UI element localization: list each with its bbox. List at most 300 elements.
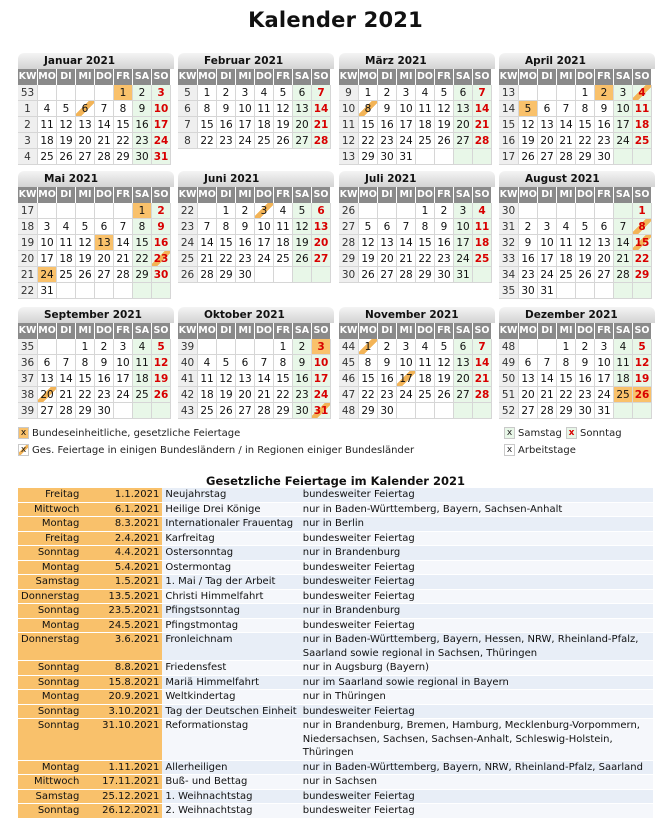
holiday-region: nur in Baden-Württemberg, Bayern, NRW, Rheinland-Pfalz, Saarland — [300, 760, 653, 775]
week-number: 47 — [339, 387, 359, 403]
weekday-header: SO — [152, 323, 171, 339]
day-cell: 11 — [557, 235, 576, 251]
day-cell: 3 — [397, 85, 416, 101]
day-cell: 13 — [538, 117, 557, 133]
day-cell: 14 — [198, 235, 217, 251]
day-cell: 15 — [416, 235, 435, 251]
month-grid — [339, 69, 495, 165]
day-cell: 11 — [38, 117, 57, 133]
holiday-row — [18, 546, 653, 561]
day-cell: 22 — [217, 251, 236, 267]
day-cell: 12 — [217, 371, 236, 387]
day-cell: 19 — [435, 117, 454, 133]
month-grid — [499, 69, 655, 165]
week-number: 3 — [18, 133, 38, 149]
weekday-header: DO — [95, 69, 114, 85]
day-cell: 29 — [576, 149, 595, 165]
holiday-weekday: Sonntag — [18, 661, 82, 676]
day-cell — [614, 203, 633, 219]
page-title: Kalender 2021 — [248, 8, 423, 32]
week-number: 16 — [499, 133, 519, 149]
month-grid — [18, 323, 174, 419]
day-cell: 28 — [538, 403, 557, 419]
week-number: 33 — [499, 251, 519, 267]
day-cell: 17 — [255, 235, 274, 251]
holiday-name: Pfingstmontag — [162, 618, 299, 633]
day-cell: 30 — [519, 283, 538, 299]
month-title: November 2021 — [339, 307, 495, 323]
weekday-header: SA — [454, 187, 473, 203]
holiday-region: nur im Saarland sowie regional in Bayern — [300, 675, 653, 690]
day-cell: 26 — [274, 133, 293, 149]
day-cell: 5 — [76, 219, 95, 235]
day-cell: 4 — [614, 339, 633, 355]
day-cell — [378, 203, 397, 219]
holiday-date: 3.10.2021 — [82, 704, 162, 719]
day-cell: 5 — [152, 339, 171, 355]
weekday-header: MI — [397, 323, 416, 339]
day-cell: 7 — [473, 339, 492, 355]
day-cell: 17 — [38, 251, 57, 267]
holiday-weekday: Sonntag — [18, 804, 82, 819]
day-cell: 10 — [312, 355, 331, 371]
day-cell: 30 — [595, 149, 614, 165]
day-cell: 4 — [38, 101, 57, 117]
holiday-region: bundesweiter Feiertag — [300, 804, 653, 819]
month-title: September 2021 — [18, 307, 174, 323]
month-grid — [178, 69, 334, 149]
day-cell: 20 — [538, 133, 557, 149]
holiday-name: Allerheiligen — [162, 760, 299, 775]
day-cell: 22 — [114, 133, 133, 149]
day-cell: 20 — [519, 387, 538, 403]
legend-saturday-label: Samstag — [518, 428, 562, 439]
day-cell — [274, 267, 293, 283]
week-number: 46 — [339, 371, 359, 387]
month-title: Januar 2021 — [18, 53, 174, 69]
day-cell: 15 — [576, 117, 595, 133]
day-cell: 8 — [359, 355, 378, 371]
holiday-date: 2.4.2021 — [82, 531, 162, 546]
weekday-header: KW — [178, 69, 198, 85]
day-cell: 25 — [416, 387, 435, 403]
weekday-header: DO — [416, 323, 435, 339]
weekday-header: DO — [576, 323, 595, 339]
month-grid — [499, 187, 655, 299]
month-title: Juni 2021 — [178, 171, 334, 187]
day-cell: 7 — [312, 85, 331, 101]
holiday-region: nur in Berlin — [300, 517, 653, 532]
week-number: 53 — [18, 85, 38, 101]
day-cell: 14 — [397, 235, 416, 251]
holiday-weekday: Freitag — [18, 531, 82, 546]
weekday-header: DI — [378, 187, 397, 203]
month-title: Dezember 2021 — [499, 307, 655, 323]
day-cell: 16 — [236, 235, 255, 251]
day-cell: 22 — [198, 133, 217, 149]
day-cell: 5 — [359, 219, 378, 235]
week-number: 13 — [339, 149, 359, 165]
month-7 — [499, 171, 655, 299]
day-cell: 16 — [519, 251, 538, 267]
week-number: 19 — [18, 235, 38, 251]
week-number: 45 — [339, 355, 359, 371]
day-cell: 18 — [274, 235, 293, 251]
day-cell: 23 — [576, 387, 595, 403]
day-cell: 10 — [38, 235, 57, 251]
legend-national-label: Bundeseinheitliche, gesetzliche Feiertage — [32, 428, 241, 439]
holiday-date: 3.6.2021 — [82, 633, 162, 661]
day-cell: 13 — [38, 371, 57, 387]
weekday-header: MO — [38, 69, 57, 85]
day-cell: 25 — [38, 149, 57, 165]
legend-saturday — [504, 426, 562, 442]
day-cell — [454, 403, 473, 419]
day-cell: 4 — [416, 85, 435, 101]
day-cell: 17 — [152, 117, 171, 133]
day-cell — [538, 203, 557, 219]
day-cell: 13 — [95, 235, 114, 251]
day-cell — [95, 283, 114, 299]
week-number: 18 — [18, 219, 38, 235]
week-number: 41 — [178, 371, 198, 387]
holiday-weekday: Sonntag — [18, 675, 82, 690]
day-cell — [293, 267, 312, 283]
day-cell: 8 — [576, 101, 595, 117]
day-cell: 5 — [633, 339, 652, 355]
day-cell — [473, 403, 492, 419]
day-cell: 27 — [454, 133, 473, 149]
holiday-row — [18, 560, 653, 575]
legend-sunday — [566, 426, 622, 442]
month-grid — [178, 187, 334, 283]
day-cell: 13 — [595, 235, 614, 251]
day-cell: 7 — [538, 355, 557, 371]
weekday-header: SO — [312, 323, 331, 339]
day-cell: 7 — [614, 219, 633, 235]
holiday-date: 20.9.2021 — [82, 690, 162, 705]
day-cell: 21 — [473, 117, 492, 133]
day-cell: 3 — [454, 203, 473, 219]
weekday-header: SA — [293, 323, 312, 339]
day-cell — [57, 203, 76, 219]
day-cell: 8 — [359, 101, 378, 117]
month-8 — [18, 307, 174, 419]
day-cell — [57, 339, 76, 355]
weekday-header: FR — [114, 69, 133, 85]
holiday-date: 8.3.2021 — [82, 517, 162, 532]
day-cell — [576, 203, 595, 219]
day-cell: 14 — [557, 117, 576, 133]
holiday-region: bundesweiter Feiertag — [300, 618, 653, 633]
day-cell: 30 — [152, 267, 171, 283]
weekday-header: SA — [454, 323, 473, 339]
day-cell: 20 — [595, 251, 614, 267]
day-cell: 19 — [576, 251, 595, 267]
weekday-header: SO — [473, 187, 492, 203]
day-cell: 4 — [57, 219, 76, 235]
day-cell: 19 — [152, 371, 171, 387]
day-cell: 24 — [38, 267, 57, 283]
week-number: 38 — [18, 387, 38, 403]
day-cell: 12 — [274, 101, 293, 117]
day-cell: 2 — [435, 203, 454, 219]
week-number: 51 — [499, 387, 519, 403]
day-cell — [397, 403, 416, 419]
weekday-header: MO — [38, 187, 57, 203]
day-cell: 9 — [152, 219, 171, 235]
holiday-row — [18, 488, 653, 502]
day-cell: 2 — [519, 219, 538, 235]
legend-regional-swatch: x — [18, 444, 29, 456]
day-cell: 25 — [133, 387, 152, 403]
holiday-region: bundesweiter Feiertag — [300, 704, 653, 719]
day-cell: 24 — [312, 387, 331, 403]
week-number: 36 — [18, 355, 38, 371]
weekday-header: MI — [557, 69, 576, 85]
week-number: 34 — [499, 267, 519, 283]
day-cell: 27 — [538, 149, 557, 165]
day-cell: 20 — [312, 235, 331, 251]
day-cell: 6 — [454, 339, 473, 355]
holiday-weekday: Montag — [18, 760, 82, 775]
day-cell — [557, 203, 576, 219]
holiday-date: 13.5.2021 — [82, 589, 162, 604]
holiday-region: nur in Sachsen — [300, 775, 653, 790]
day-cell: 2 — [152, 203, 171, 219]
week-number: 10 — [339, 101, 359, 117]
day-cell: 29 — [133, 267, 152, 283]
day-cell: 1 — [359, 85, 378, 101]
day-cell: 27 — [312, 251, 331, 267]
week-number: 35 — [499, 283, 519, 299]
day-cell: 20 — [293, 117, 312, 133]
day-cell: 29 — [76, 403, 95, 419]
weekday-header: FR — [435, 323, 454, 339]
holiday-weekday: Sonntag — [18, 719, 82, 761]
day-cell: 11 — [416, 101, 435, 117]
day-cell: 19 — [359, 251, 378, 267]
month-2 — [339, 53, 495, 165]
day-cell: 29 — [633, 267, 652, 283]
day-cell: 5 — [435, 85, 454, 101]
day-cell: 24 — [114, 387, 133, 403]
weekday-header: DI — [538, 69, 557, 85]
holiday-region: nur in Baden-Württemberg, Bayern, Hessen, NRW, Rheinland-Pfalz, Saarland sowie regional in Sachsen, Thüringen — [300, 633, 653, 661]
day-cell: 29 — [114, 149, 133, 165]
day-cell: 7 — [114, 219, 133, 235]
week-number: 20 — [18, 251, 38, 267]
day-cell: 3 — [38, 219, 57, 235]
day-cell: 15 — [76, 371, 95, 387]
day-cell: 18 — [614, 371, 633, 387]
weekday-header: MI — [236, 187, 255, 203]
week-number: 7 — [178, 117, 198, 133]
day-cell — [38, 203, 57, 219]
holiday-name: Tag der Deutschen Einheit — [162, 704, 299, 719]
holiday-row — [18, 531, 653, 546]
day-cell: 26 — [76, 267, 95, 283]
day-cell: 28 — [557, 149, 576, 165]
month-title: Mai 2021 — [18, 171, 174, 187]
week-number: 35 — [18, 339, 38, 355]
weekday-header: KW — [499, 323, 519, 339]
day-cell: 21 — [255, 387, 274, 403]
weekday-header: MO — [519, 69, 538, 85]
day-cell — [95, 85, 114, 101]
day-cell: 3 — [397, 339, 416, 355]
day-cell: 6 — [595, 219, 614, 235]
day-cell: 26 — [57, 149, 76, 165]
week-number: 8 — [178, 133, 198, 149]
weekday-header: DI — [538, 323, 557, 339]
month-grid — [18, 69, 174, 165]
holiday-row — [18, 633, 653, 661]
day-cell: 12 — [576, 235, 595, 251]
day-cell — [133, 403, 152, 419]
day-cell: 1 — [274, 339, 293, 355]
weekday-header: SA — [614, 187, 633, 203]
weekday-header: SO — [473, 323, 492, 339]
holiday-weekday: Samstag — [18, 575, 82, 590]
week-number: 4 — [18, 149, 38, 165]
month-0 — [18, 53, 174, 165]
day-cell: 25 — [255, 133, 274, 149]
day-cell: 11 — [133, 355, 152, 371]
holiday-name: Ostermontag — [162, 560, 299, 575]
day-cell: 18 — [38, 133, 57, 149]
week-number: 42 — [178, 387, 198, 403]
week-number: 27 — [339, 219, 359, 235]
day-cell — [519, 85, 538, 101]
weekday-header: DO — [416, 187, 435, 203]
day-cell: 3 — [152, 85, 171, 101]
holidays-table — [18, 488, 653, 819]
legend-saturday-swatch: x — [504, 427, 515, 439]
holiday-date: 8.8.2021 — [82, 661, 162, 676]
day-cell — [114, 403, 133, 419]
day-cell — [557, 85, 576, 101]
day-cell: 26 — [217, 403, 236, 419]
day-cell: 22 — [76, 387, 95, 403]
day-cell: 11 — [274, 219, 293, 235]
day-cell: 24 — [538, 267, 557, 283]
holiday-row — [18, 690, 653, 705]
day-cell: 19 — [217, 387, 236, 403]
holiday-date: 15.8.2021 — [82, 675, 162, 690]
day-cell: 18 — [133, 371, 152, 387]
day-cell: 20 — [76, 133, 95, 149]
month-title: August 2021 — [499, 171, 655, 187]
weekday-header: SO — [312, 69, 331, 85]
weekday-header: SO — [152, 69, 171, 85]
week-number: 5 — [178, 85, 198, 101]
day-cell: 24 — [595, 387, 614, 403]
weekday-header: DI — [57, 69, 76, 85]
day-cell: 16 — [152, 235, 171, 251]
day-cell: 10 — [454, 219, 473, 235]
weekday-header: MO — [198, 323, 217, 339]
weekday-header: FR — [274, 69, 293, 85]
day-cell: 12 — [519, 117, 538, 133]
day-cell: 31 — [397, 149, 416, 165]
day-cell: 18 — [255, 117, 274, 133]
weekday-header: SA — [133, 69, 152, 85]
weekday-header: DO — [416, 69, 435, 85]
day-cell: 28 — [614, 267, 633, 283]
week-number: 13 — [499, 85, 519, 101]
day-cell: 28 — [473, 133, 492, 149]
day-cell: 9 — [95, 355, 114, 371]
day-cell: 27 — [293, 133, 312, 149]
holiday-date: 6.1.2021 — [82, 502, 162, 517]
week-number: 48 — [499, 339, 519, 355]
week-number: 22 — [178, 203, 198, 219]
weekday-header: MO — [519, 323, 538, 339]
day-cell: 22 — [359, 133, 378, 149]
holiday-name: Mariä Himmelfahrt — [162, 675, 299, 690]
day-cell: 5 — [274, 85, 293, 101]
day-cell: 23 — [378, 387, 397, 403]
day-cell: 19 — [293, 235, 312, 251]
holidays-title: Gesetzliche Feiertage im Kalender 2021 — [206, 474, 465, 488]
day-cell: 18 — [198, 387, 217, 403]
holiday-name: Heilige Drei Könige — [162, 502, 299, 517]
day-cell: 16 — [435, 235, 454, 251]
day-cell: 2 — [378, 85, 397, 101]
holiday-region: nur in Augsburg (Bayern) — [300, 661, 653, 676]
weekday-header: MI — [397, 187, 416, 203]
holiday-name: Friedensfest — [162, 661, 299, 676]
weekday-header: SA — [454, 69, 473, 85]
day-cell: 6 — [454, 85, 473, 101]
day-cell: 28 — [312, 133, 331, 149]
legend-regional-label: Ges. Feiertage in einigen Bundesländern / in Regionen einiger Bundesländer — [32, 445, 415, 456]
week-number: 22 — [18, 283, 38, 299]
holiday-weekday: Mittwoch — [18, 502, 82, 517]
weekday-header: SA — [614, 69, 633, 85]
holiday-weekday: Mittwoch — [18, 775, 82, 790]
legend-sunday-label: Sonntag — [580, 428, 622, 439]
day-cell: 19 — [435, 371, 454, 387]
holiday-weekday: Donnerstag — [18, 633, 82, 661]
holiday-date: 5.4.2021 — [82, 560, 162, 575]
week-number: 6 — [178, 101, 198, 117]
day-cell: 25 — [557, 267, 576, 283]
holiday-region: bundesweiter Feiertag — [300, 488, 653, 502]
day-cell: 9 — [133, 101, 152, 117]
day-cell: 22 — [133, 251, 152, 267]
day-cell: 2 — [133, 85, 152, 101]
day-cell: 2 — [236, 203, 255, 219]
day-cell — [614, 149, 633, 165]
day-cell — [76, 85, 95, 101]
day-cell: 21 — [614, 251, 633, 267]
day-cell — [435, 403, 454, 419]
day-cell: 11 — [473, 219, 492, 235]
day-cell: 26 — [293, 251, 312, 267]
day-cell — [133, 283, 152, 299]
day-cell: 15 — [133, 235, 152, 251]
day-cell: 22 — [576, 133, 595, 149]
day-cell: 29 — [416, 267, 435, 283]
week-number: 31 — [499, 219, 519, 235]
day-cell: 12 — [57, 117, 76, 133]
holiday-row — [18, 502, 653, 517]
weekday-header: FR — [114, 187, 133, 203]
weekday-header: FR — [435, 187, 454, 203]
day-cell: 3 — [595, 339, 614, 355]
